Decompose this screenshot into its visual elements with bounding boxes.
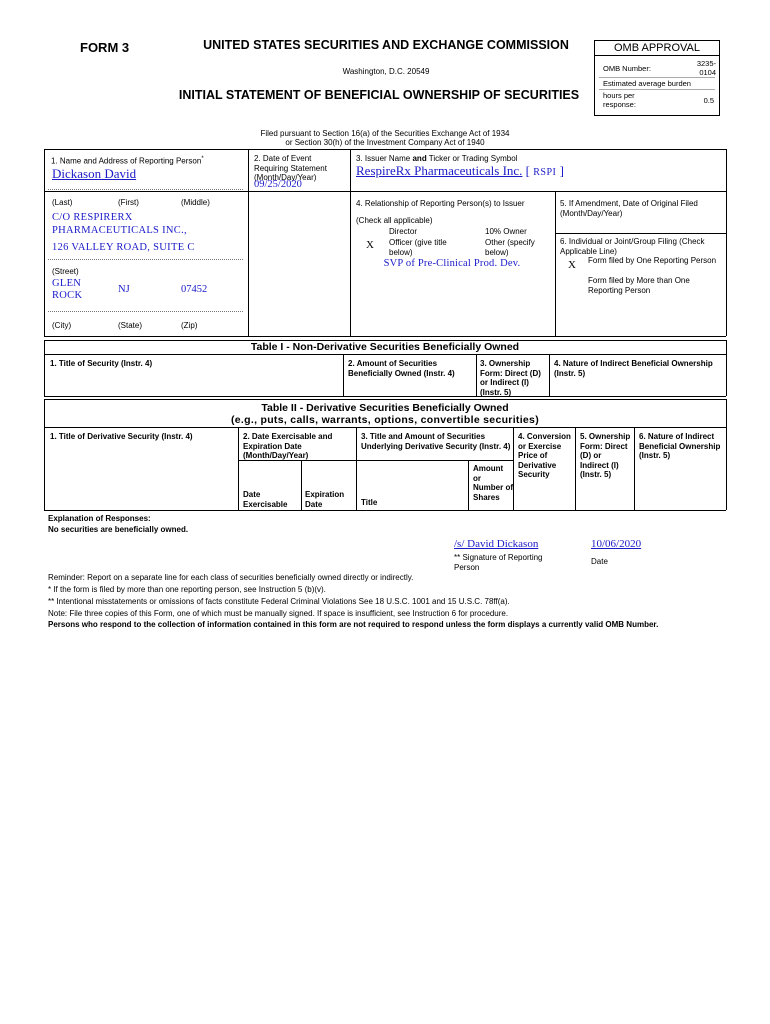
signature-value: /s/ David Dickason [454,538,539,550]
table-2-col-2: 2. Date Exercisable and Expiration Date (Month/Day/Year) [243,432,333,460]
note-3: Note: File three copies of this Form, one of which must be manually signed. If space is insufficient, see Instruction 6 for procedure. [48,609,509,618]
filed-pursuant-2: or Section 30(h) of the Investment Company Act of 1940 [285,138,485,147]
ticker-symbol: RSPI [533,167,557,178]
issuer-line: RespireRx Pharmaceuticals Inc. [ RSPI ] [356,163,564,178]
agency-title: UNITED STATES SECURITIES AND EXCHANGE COMMISSION [203,38,569,52]
address-line-3: 126 VALLEY ROAD, SUITE C [52,242,195,253]
other-option: Other (specify below) [485,238,535,257]
box6-label: 6. Individual or Joint/Group Filing (Check Applicable Line) [560,237,705,256]
omb-approval-box [594,40,720,116]
note-1: * If the form is filed by more than one reporting person, see Instruction 5 (b)(v). [48,585,326,594]
table-1-col-2: 2. Amount of Securities Beneficially Owned (Instr. 4) [348,359,455,378]
table-2-subtitle: (e.g., puts, calls, warrants, options, convertible securities) [230,414,539,426]
omb-number-value: 3235-0104 [696,59,716,77]
one-person-check-mark: X [568,259,576,271]
box3-label: 3. Issuer Name and Ticker or Trading Symbol [356,154,518,163]
issuer-name[interactable]: RespireRx Pharmaceuticals Inc. [356,163,523,178]
omb-burden-label: Estimated average burden [603,79,691,88]
box1-label: 1. Name and Address of Reporting Person* [51,156,204,166]
state-label: (State) [118,321,143,330]
address-line-1: C/O RESPIRERX [52,212,133,223]
reminder-note: Reminder: Report on a separate line for each class of securities beneficially owned directly or indirectly. [48,573,414,582]
signature-date: 10/06/2020 [591,538,642,550]
filed-pursuant: Filed pursuant to Section 16(a) of the Securities Exchange Act of 1934 [260,129,510,138]
middle-label: (Middle) [181,198,210,207]
omb-hours-label: hours per response: [603,91,636,109]
officer-check-mark: X [366,239,374,251]
table-1-col-4: 4. Nature of Indirect Beneficial Ownership (Instr. 5) [554,359,713,378]
address-line-2: PHARMACEUTICALS INC., [52,225,187,236]
state-value: NJ [118,284,130,295]
table-2-col-5: 5. Ownership Form: Direct (D) or Indirect (I) (Instr. 5) [580,432,631,479]
box4-label: 4. Relationship of Reporting Person(s) to Issuer [356,199,525,208]
officer-title: SVP of Pre-Clinical Prod. Dev. [383,258,521,269]
table-1-col-1: 1. Title of Security (Instr. 4) [50,359,153,368]
omb-number-label: OMB Number: [603,64,651,73]
zip-value: 07452 [181,284,208,295]
note-4: Persons who respond to the collection of information contained in this form are not required to respond unless the form displays a currently valid OMB Number. [48,620,659,629]
last-label: (Last) [52,198,73,207]
check-all-applicable: (Check all applicable) [356,216,433,225]
table-2-col-3a: Title [361,498,378,507]
note-2: ** Intentional misstatements or omissions of facts constitute Federal Criminal Violations See 18 U.S.C. 1001 and 15 U.S.C. 78ff(a). [48,597,510,606]
city-value: GLEN ROCK [52,278,83,301]
officer-option: Officer (give title below) [389,238,447,257]
box2-label: 2. Date of Event Requiring Statement (Month/Day/Year) [254,154,327,182]
omb-title: OMB APPROVAL [595,41,719,56]
table-2-col-1: 1. Title of Derivative Security (Instr. 4) [50,432,193,441]
form-label: FORM 3 [80,40,130,55]
reporting-person-name: Dickason David [52,166,137,181]
signature-label: ** Signature of Reporting Person [454,553,543,572]
table-2-title: Table II - Derivative Securities Beneficially Owned [261,402,509,414]
table-2-col-3: 3. Title and Amount of Securities Underlying Derivative Security (Instr. 4) [361,432,511,451]
street-label: (Street) [52,267,79,276]
table-1-col-3: 3. Ownership Form: Direct (D) or Indirect (I) (Instr. 5) [480,359,541,397]
explanation-text: No securities are beneficially owned. [48,525,189,534]
address [52,211,195,254]
one-person-option: Form filed by One Reporting Person [588,256,717,265]
explanation-label: Explanation of Responses: [48,514,151,523]
table-2-col-3b: Amount or Number of Shares [473,464,513,502]
date-label: Date [591,557,608,566]
box5-label: 5. If Amendment, Date of Original Filed (Month/Day/Year) [560,199,698,218]
statement-title: INITIAL STATEMENT OF BENEFICIAL OWNERSHIP OF SECURITIES [178,88,580,102]
ten-pct-owner-option: 10% Owner [485,227,527,236]
table-2-col-6: 6. Nature of Indirect Beneficial Ownership (Instr. 5) [639,432,721,460]
city-label: (City) [52,321,72,330]
table-2-col-4: 4. Conversion or Exercise Price of Derivative Security [518,432,571,479]
more-persons-option: Form filed by More than One Reporting Person [588,276,690,295]
zip-label: (Zip) [181,321,198,330]
table-1-title: Table I - Non-Derivative Securities Beneficially Owned [250,341,520,353]
event-date: 09/25/2020 [254,179,302,190]
table-2-col-2b: Expiration Date [305,490,345,509]
omb-hours-value: 0.5 [703,96,714,105]
agency-location: Washington, D.C. 20549 [342,67,430,76]
table-2-col-2a: Date Exercisable [243,490,288,509]
first-label: (First) [118,198,139,207]
director-option: Director [389,227,418,236]
